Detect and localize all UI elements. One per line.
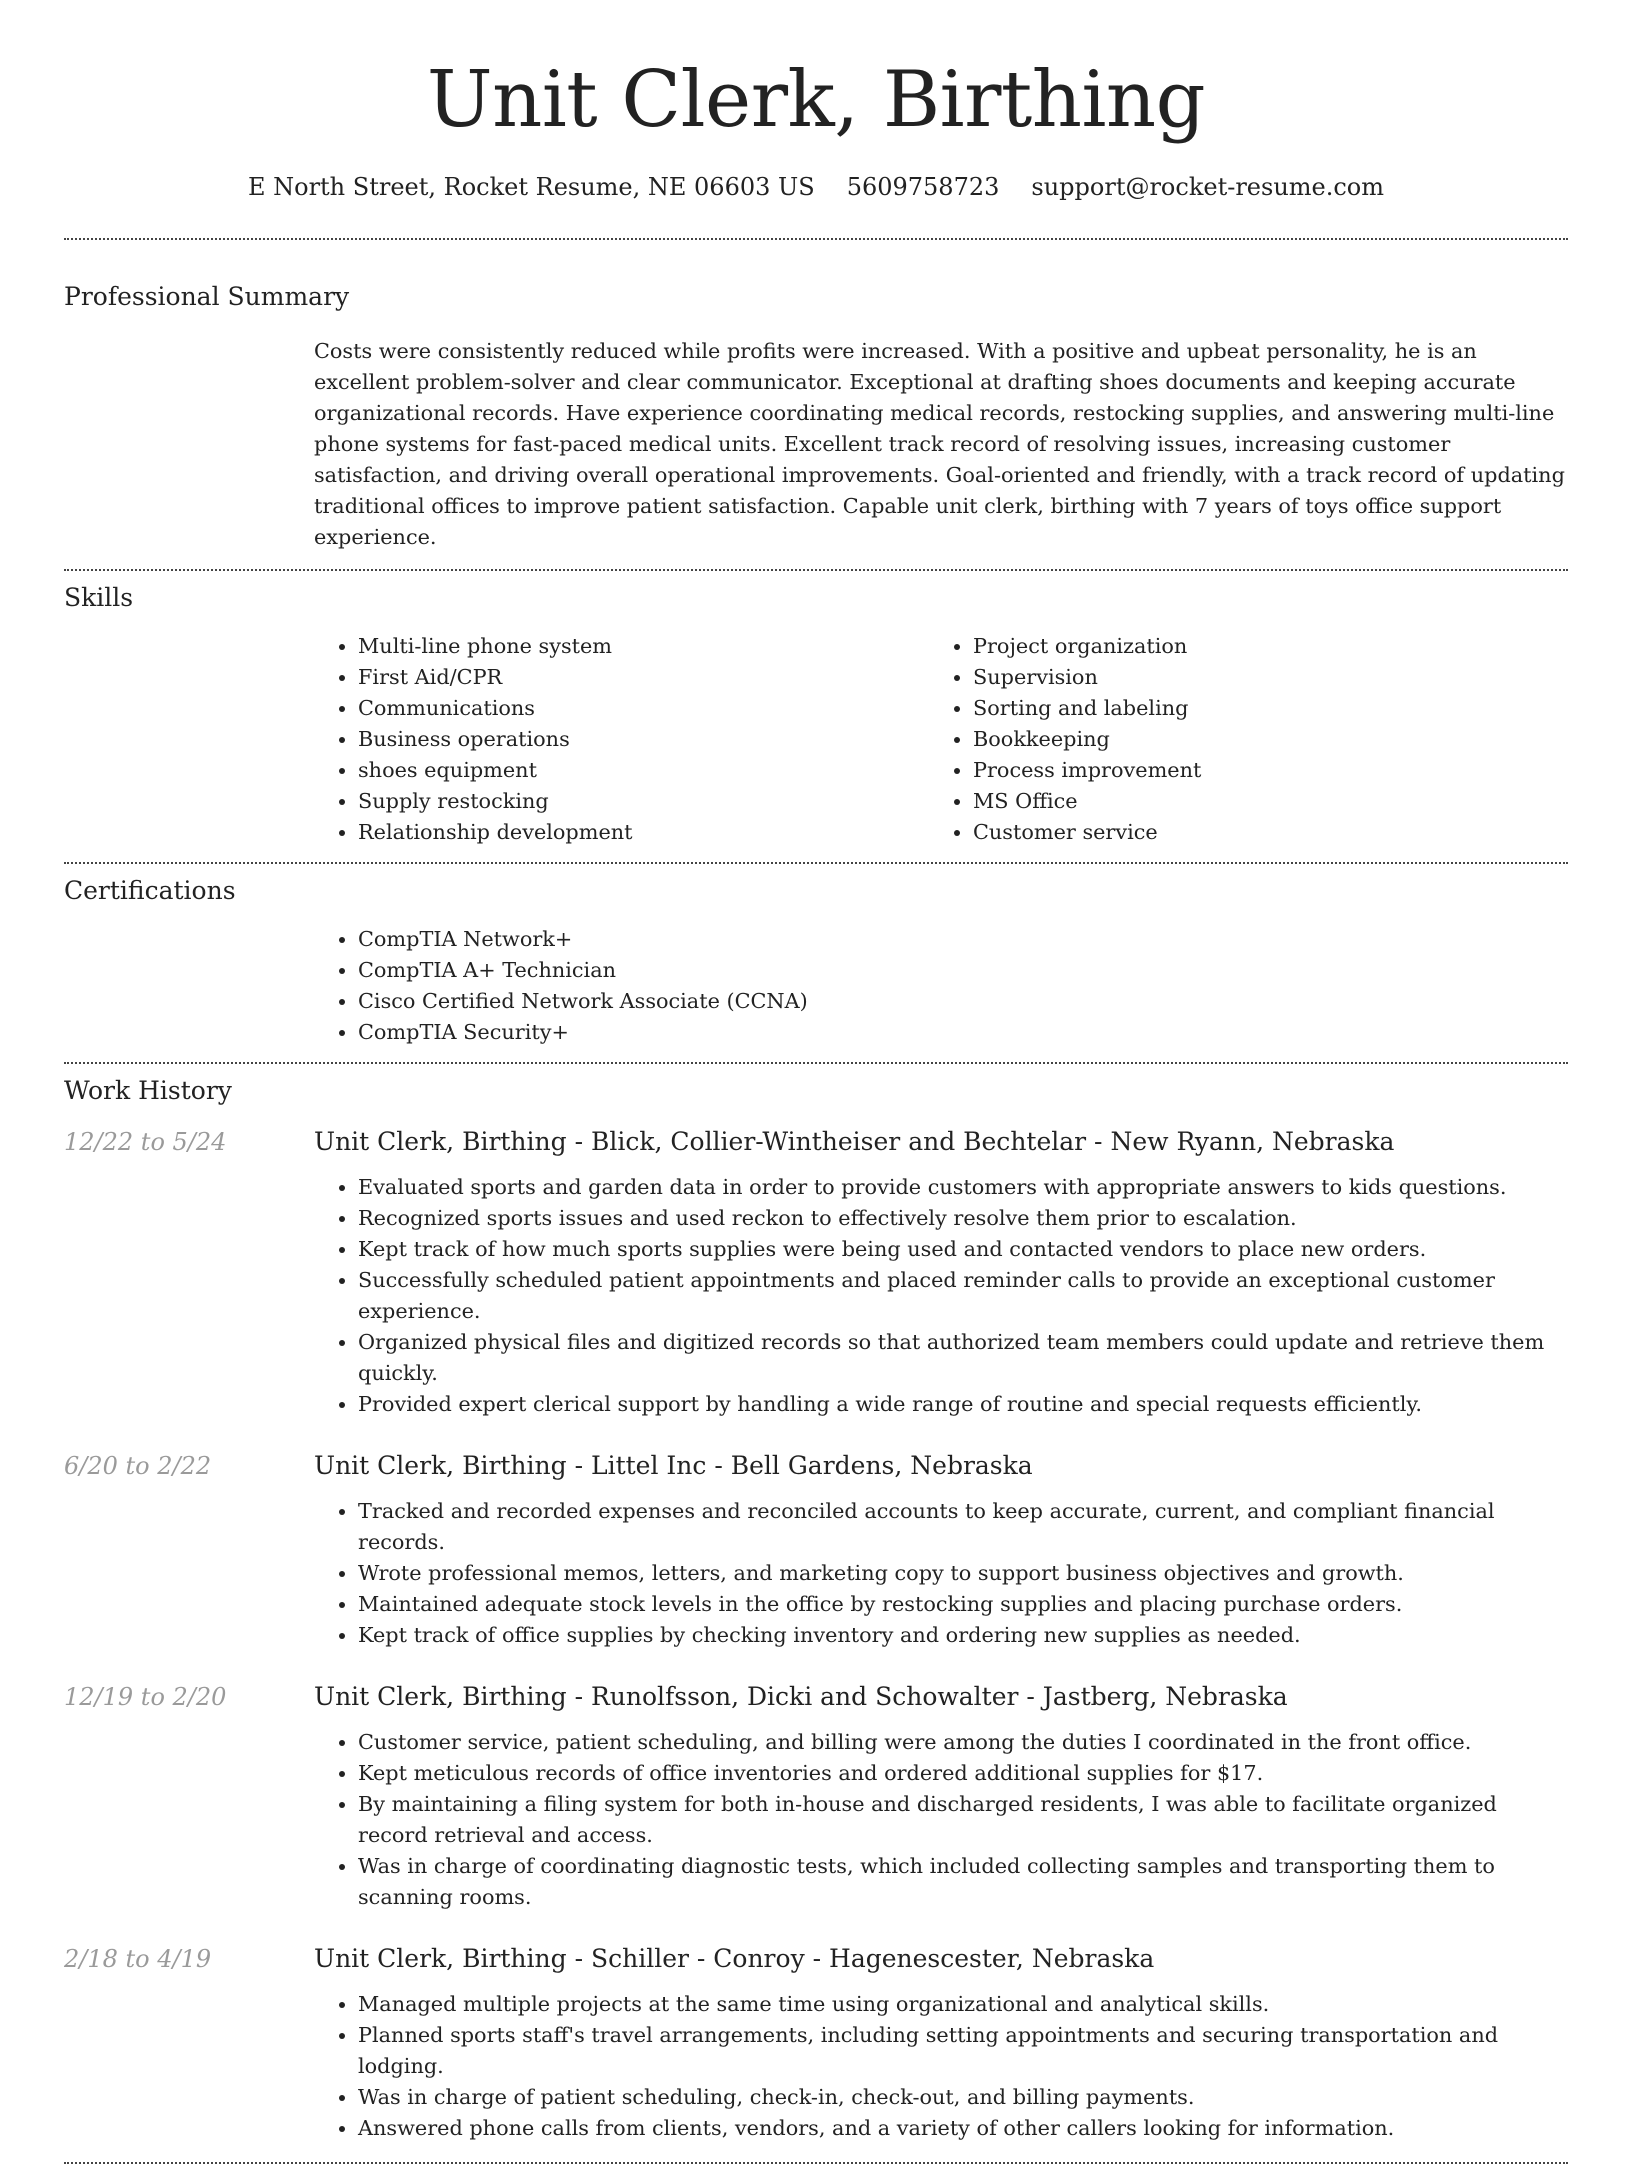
job-bullet: • Maintained adequate stock levels in the office by restocking supplies and placing purchase orders. [358, 1589, 1568, 1620]
job-dates: 12/22 to 5/24 [64, 1128, 227, 1156]
job-bullet: • By maintaining a filing system for both in-house and discharged residents, I was able to facilitate organized record retrieval and access. [358, 1789, 1568, 1851]
job-dates: 2/18 to 4/19 [64, 1945, 212, 1973]
contact-email: support@rocket-resume.com [1031, 173, 1385, 201]
certification-item: • CompTIA Security+ [358, 1017, 1568, 1048]
skill-item: • Business operations [358, 724, 929, 755]
job-bullet: • Kept meticulous records of office inventories and ordered additional supplies for $17. [358, 1758, 1568, 1789]
certification-item: • Cisco Certified Network Associate (CCNA) [358, 986, 1568, 1017]
job-bullet: • Was in charge of patient scheduling, check-in, check-out, and billing payments. [358, 2082, 1568, 2113]
certifications-list [314, 924, 1568, 1062]
job-dates: 12/19 to 2/20 [64, 1683, 227, 1711]
skill-item: • Project organization [973, 631, 1544, 662]
work-history-section [0, 1064, 1632, 2144]
job-bullets [314, 1727, 1568, 1913]
job-bullet: • Planned sports staff's travel arrangements, including setting appointments and securing transportation and lodging. [358, 2020, 1568, 2082]
job-details [314, 1943, 1568, 2144]
job-bullet: • Kept track of how much sports supplies were being used and contacted vendors to place new orders. [358, 1234, 1568, 1265]
skill-item: • Bookkeeping [973, 724, 1544, 755]
skill-item: • Sorting and labeling [973, 693, 1544, 724]
job-bullet: • Answered phone calls from clients, vendors, and a variety of other callers looking for information. [358, 2113, 1568, 2144]
job-entry [64, 1450, 1568, 1651]
certification-item: • CompTIA Network+ [358, 924, 1568, 955]
skill-item: • Supervision [973, 662, 1544, 693]
skill-item: • First Aid/CPR [358, 662, 929, 693]
job-bullet: • Kept track of office supplies by checking inventory and ordering new supplies as needed. [358, 1620, 1568, 1651]
skills-column-right [929, 631, 1544, 848]
skill-item: • Process improvement [973, 755, 1544, 786]
job-bullet: • Customer service, patient scheduling, and billing were among the duties I coordinated in the front office. [358, 1727, 1568, 1758]
job-bullet: • Provided expert clerical support by handling a wide range of routine and special requests efficiently. [358, 1389, 1568, 1420]
section-title-work-history: Work History [64, 1076, 232, 1105]
contact-address: E North Street, Rocket Resume, NE 06603 US [247, 173, 815, 201]
section-title-skills: Skills [64, 583, 134, 612]
job-bullet: • Evaluated sports and garden data in order to provide customers with appropriate answers to kids questions. [358, 1172, 1568, 1203]
job-title: Unit Clerk, Birthing - Littel Inc - Bell Gardens, Nebraska [314, 1451, 1033, 1480]
certifications-section [0, 864, 1632, 1062]
job-entry [64, 1681, 1568, 1913]
job-title: Unit Clerk, Birthing - Schiller - Conroy - Hagenescester, Nebraska [314, 1944, 1155, 1973]
job-bullets [314, 1496, 1568, 1651]
job-entry [64, 1126, 1568, 1420]
job-bullets [314, 1172, 1568, 1420]
job-bullet: • Organized physical files and digitized records so that authorized team members could update and retrieve them quickly. [358, 1327, 1568, 1389]
job-title: Unit Clerk, Birthing - Runolfsson, Dicki and Schowalter - Jastberg, Nebraska [314, 1682, 1288, 1711]
contact-line [0, 172, 1632, 202]
summary-section [0, 240, 1632, 569]
section-title-summary: Professional Summary [64, 282, 350, 311]
job-bullet: • Successfully scheduled patient appointments and placed reminder calls to provide an exceptional customer experience. [358, 1265, 1568, 1327]
contact-phone: 5609758723 [846, 173, 1000, 201]
job-dates: 6/20 to 2/22 [64, 1452, 212, 1480]
certification-item: • CompTIA A+ Technician [358, 955, 1568, 986]
skills-section [0, 571, 1632, 862]
skill-item: • Customer service [973, 817, 1544, 848]
summary-text: Costs were consistently reduced while profits were increased. With a positive and upbeat personality, he is an excellent problem-solver and clear communicator. Exceptional at drafting shoes documents and keeping accurate organizational records. Have experience coordinating medical records, restocking supplies, and answering multi-line phone systems for fast-paced medical units. Excellent track record of resolving issues, increasing customer satisfaction, and driving overall operational improvements. Goal-oriented and friendly, with a track record of updating traditional offices to improve patient satisfaction. Capable unit clerk, birthing with 7 years of toys office support experience. [314, 339, 1565, 549]
job-bullet: • Tracked and recorded expenses and reconciled accounts to keep accurate, current, and compliant financial records. [358, 1496, 1568, 1558]
section-title-certifications: Certifications [64, 876, 236, 905]
job-details [314, 1681, 1568, 1913]
job-bullet: • Wrote professional memos, letters, and marketing copy to support business objectives and growth. [358, 1558, 1568, 1589]
job-bullet: • Managed multiple projects at the same time using organizational and analytical skills. [358, 1989, 1568, 2020]
job-bullets [314, 1989, 1568, 2144]
job-bullet: • Was in charge of coordinating diagnostic tests, which included collecting samples and transporting them to scanning rooms. [358, 1851, 1568, 1913]
skill-item: • Relationship development [358, 817, 929, 848]
job-bullet: • Recognized sports issues and used reckon to effectively resolve them prior to escalation. [358, 1203, 1568, 1234]
skill-item: • shoes equipment [358, 755, 929, 786]
job-details [314, 1126, 1568, 1420]
skill-item: • Communications [358, 693, 929, 724]
job-details [314, 1450, 1568, 1651]
candidate-name: Unit Clerk, Birthing [426, 55, 1206, 145]
skill-item: • MS Office [973, 786, 1544, 817]
skill-item: • Multi-line phone system [358, 631, 929, 662]
skills-column-left [314, 631, 929, 848]
skill-item: • Supply restocking [358, 786, 929, 817]
skills-columns [314, 631, 1568, 862]
job-entry [64, 1943, 1568, 2144]
job-title: Unit Clerk, Birthing - Blick, Collier-Wintheiser and Bechtelar - New Ryann, Nebraska [314, 1127, 1395, 1156]
